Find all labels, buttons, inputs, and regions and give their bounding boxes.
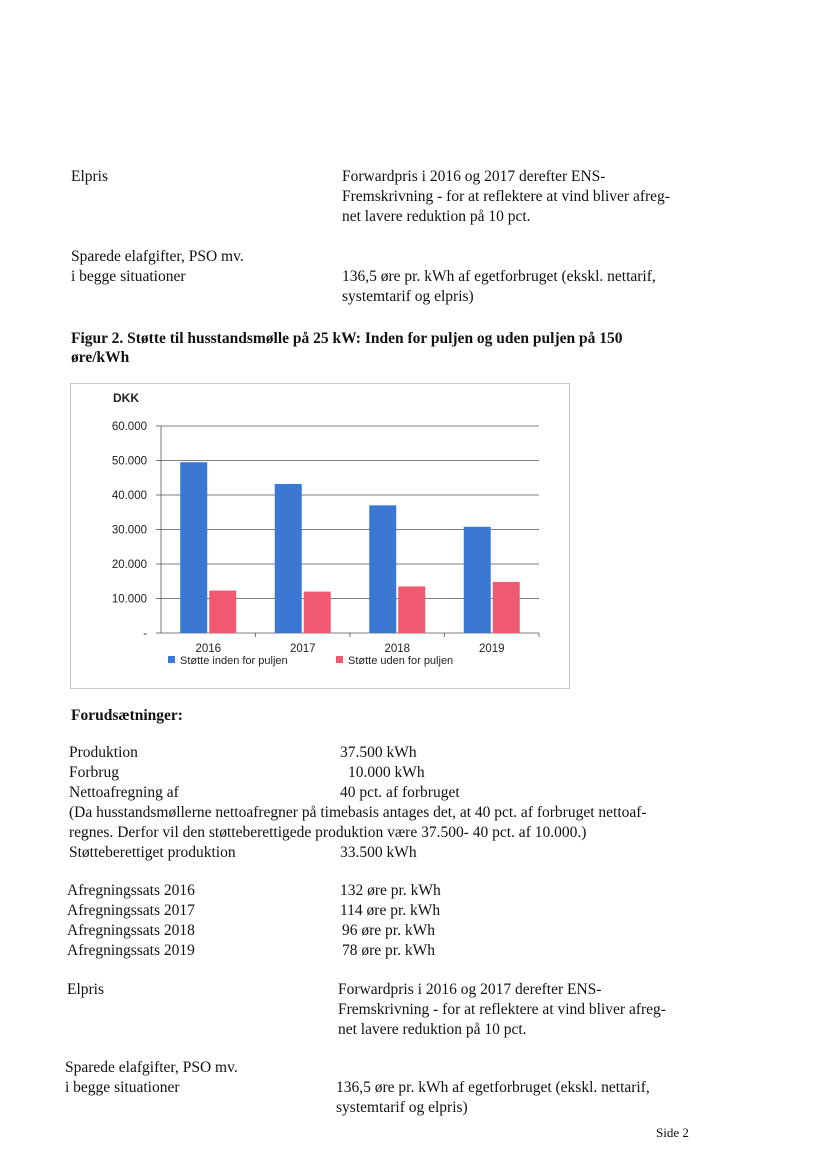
legend-label: Støtte inden for puljen: [180, 655, 288, 667]
nettoafregning-note: [69, 803, 647, 843]
bar-chart: [71, 384, 569, 688]
rate-value: 114 øre pr. kWh: [340, 902, 441, 919]
elpris-value-top: [342, 167, 670, 227]
elpris-value-line: Fremskrivning - for at reflektere at vind bliver afreg-: [342, 188, 670, 205]
figure-title-line: øre/kWh: [71, 349, 130, 366]
forbrug-value: 10.000 kWh: [348, 764, 425, 781]
elpris-value-line: Forwardpris i 2016 og 2017 derefter ENS-: [338, 981, 602, 998]
bar-inden-2017: [275, 484, 302, 633]
elpris-label-bottom: Elpris: [67, 981, 105, 998]
sparede-value-line: 136,5 øre pr. kWh af egetforbruget (ekskl. nettarif,: [342, 268, 656, 285]
y-tick-label: 40.000: [111, 490, 147, 502]
rate-value: 78 øre pr. kWh: [342, 942, 435, 959]
page-number: Side 2: [656, 1125, 689, 1140]
legend-swatch: [168, 656, 175, 663]
x-tick-label: 2016: [195, 643, 222, 655]
stotteberettiget-label: Støtteberettiget produktion: [69, 844, 236, 861]
bar-inden-2016: [180, 462, 207, 633]
sparede-label-bottom: [65, 1058, 238, 1098]
y-tick-label: 30.000: [111, 524, 147, 537]
x-tick-label: 2018: [384, 643, 411, 655]
bar-uden-2019: [493, 582, 520, 633]
y-tick-label: 20.000: [111, 559, 147, 571]
rate-label: Afregningssats 2019: [67, 942, 195, 959]
sparede-label-line: Sparede elafgifter, PSO mv.: [71, 248, 244, 265]
y-tick-label: -: [143, 628, 147, 640]
x-tick-label: 2017: [289, 643, 316, 655]
rate-value: 132 øre pr. kWh: [340, 882, 441, 899]
y-tick-label: 10.000: [111, 593, 147, 606]
y-tick-label: 60.000: [111, 421, 147, 433]
elpris-value-line: Fremskrivning - for at reflektere at vind bliver afreg-: [338, 1001, 666, 1018]
chart-container: [70, 383, 570, 689]
rate-label: Afregningssats 2016: [67, 882, 195, 899]
sparede-label-top: [71, 247, 244, 287]
sparede-label-line: Sparede elafgifter, PSO mv.: [65, 1059, 238, 1076]
bar-inden-2018: [369, 505, 396, 633]
elpris-value-bottom: [338, 980, 666, 1040]
sparede-value-top: [342, 267, 656, 307]
forbrug-label: Forbrug: [69, 764, 119, 781]
assumptions-heading: Forudsætninger:: [71, 707, 183, 724]
note-line: (Da husstandsmøllerne nettoafregner på timebasis antages det, at 40 pct. af forbruget nettoaf-: [69, 804, 647, 821]
figure-title: [71, 329, 623, 367]
produktion-label: Produktion: [69, 744, 138, 761]
figure-title-line: Figur 2. Støtte til husstandsmølle på 25 kW: Inden for puljen og uden puljen på 150: [71, 330, 623, 347]
elpris-value-line: net lavere reduktion på 10 pct.: [338, 1021, 527, 1038]
sparede-value-line: 136,5 øre pr. kWh af egetforbruget (ekskl. nettarif,: [336, 1079, 650, 1096]
elpris-value-line: Forwardpris i 2016 og 2017 derefter ENS-: [342, 168, 606, 185]
x-tick-label: 2019: [478, 643, 505, 655]
stotteberettiget-value: 33.500 kWh: [340, 844, 417, 861]
rate-label: Afregningssats 2017: [67, 902, 195, 919]
y-tick-label: 50.000: [111, 455, 147, 468]
sparede-value-line: systemtarif og elpris): [342, 288, 474, 305]
nettoafregning-label: Nettoafregning af: [69, 784, 179, 801]
sparede-value-line: systemtarif og elpris): [336, 1099, 468, 1116]
bar-uden-2017: [304, 592, 331, 633]
sparede-value-bottom: [336, 1078, 650, 1118]
sparede-label-line: i begge situationer: [71, 268, 186, 285]
bar-uden-2018: [398, 586, 425, 633]
rate-label: Afregningssats 2018: [67, 922, 195, 939]
y-axis-label: DKK: [113, 391, 139, 405]
note-line: regnes. Derfor vil den støtteberettigede produktion være 37.500- 40 pct. af 10.000.): [69, 824, 587, 841]
sparede-label-line: i begge situationer: [65, 1079, 180, 1096]
rate-value: 96 øre pr. kWh: [342, 922, 435, 939]
elpris-value-line: net lavere reduktion på 10 pct.: [342, 208, 531, 225]
legend-swatch: [336, 656, 343, 663]
produktion-value: 37.500 kWh: [340, 744, 417, 761]
bar-uden-2016: [209, 591, 236, 633]
legend-label: Støtte uden for puljen: [348, 655, 454, 667]
bar-inden-2019: [464, 527, 491, 633]
elpris-label-top: Elpris: [71, 168, 109, 185]
nettoafregning-value: 40 pct. af forbruget: [340, 784, 460, 801]
